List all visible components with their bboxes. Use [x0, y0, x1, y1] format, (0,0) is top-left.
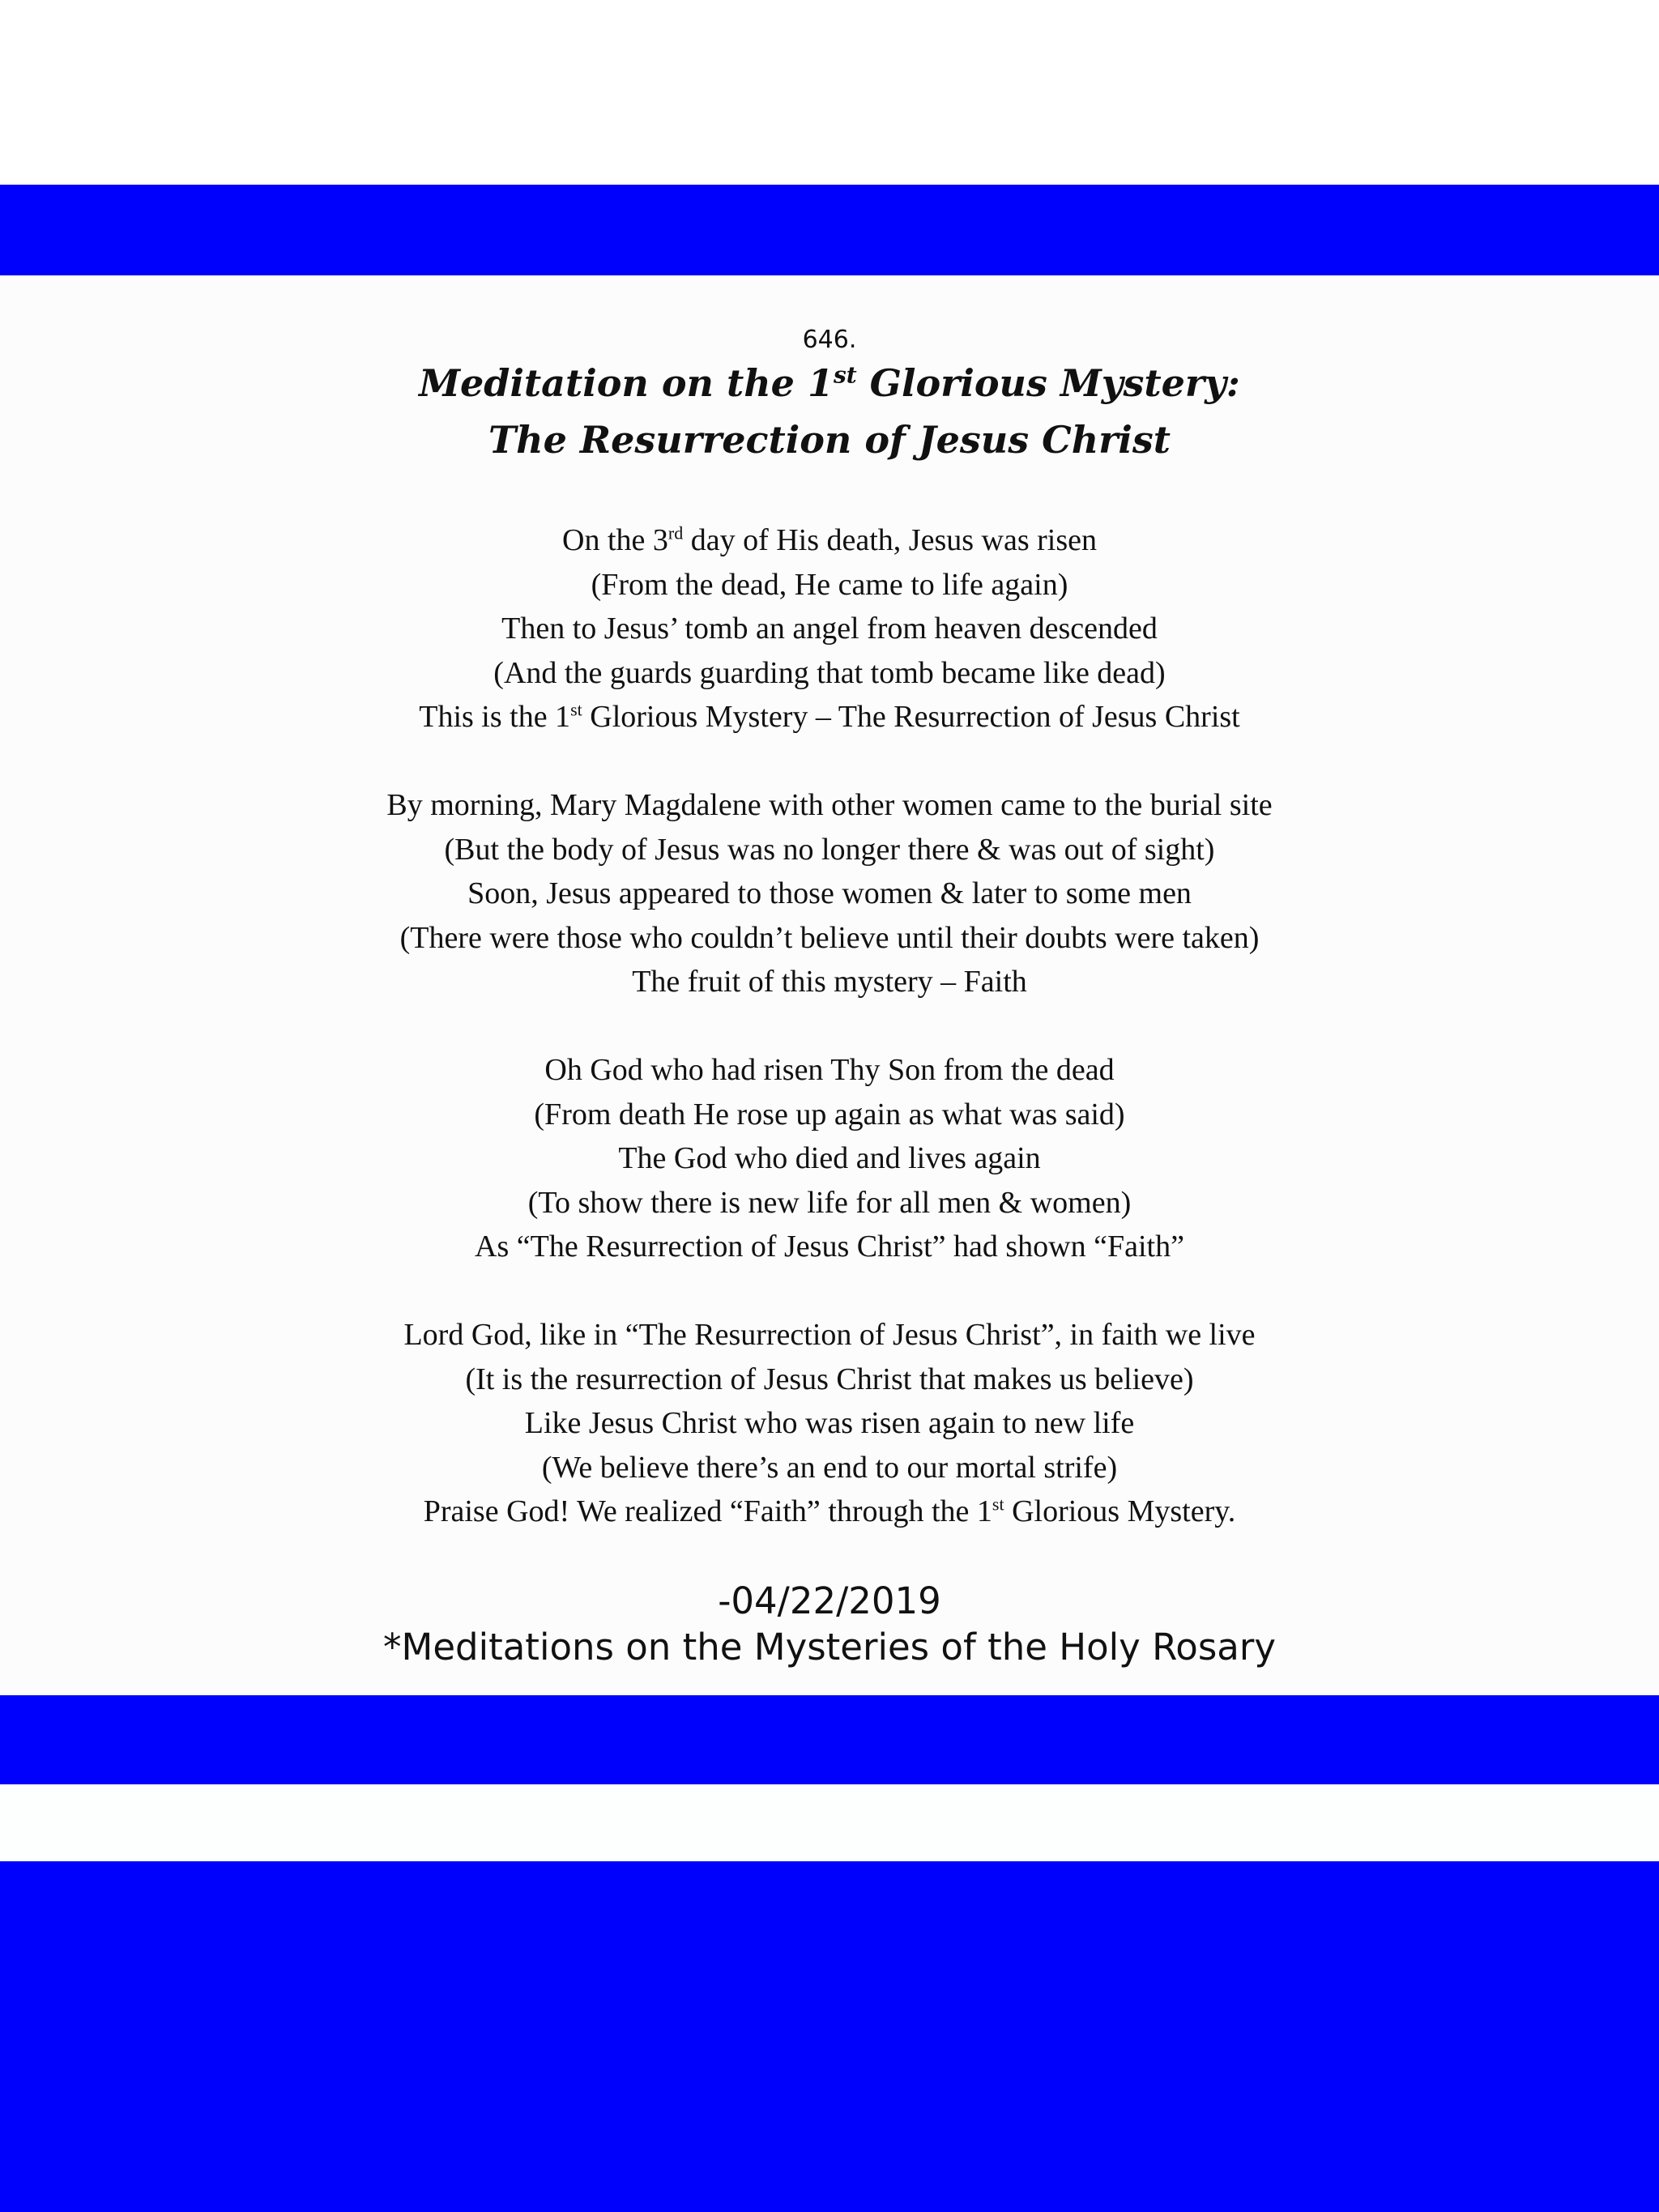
- poem-line: Lord God, like in “The Resurrection of Jesus Christ”, in faith we live: [403, 1318, 1256, 1352]
- poem-line: (From death He rose up again as what was said): [534, 1097, 1125, 1132]
- poem-line: As “The Resurrection of Jesus Christ” had shown “Faith”: [475, 1230, 1184, 1264]
- poem-line: The fruit of this mystery – Faith: [632, 965, 1027, 999]
- poem-line: (To show there is new life for all men & women): [527, 1185, 1132, 1220]
- poem-number: 646.: [802, 326, 857, 354]
- poem-line: This is the 1st Glorious Mystery – The Resurrection of Jesus Christ: [419, 699, 1240, 734]
- poem-line: (But the body of Jesus was no longer there & was out of sight): [444, 832, 1215, 867]
- white-band-lower: [0, 1784, 1659, 1861]
- stanza-1: [0, 518, 1659, 739]
- poem-line: (And the guards guarding that tomb became like dead): [493, 655, 1166, 690]
- poem-line: (It is the resurrection of Jesus Christ that makes us believe): [465, 1362, 1194, 1396]
- title-line-2: The Resurrection of Jesus Christ: [488, 418, 1171, 462]
- poem-line: On the 3rd day of His death, Jesus was risen: [562, 522, 1097, 557]
- poem-title: [0, 355, 1659, 468]
- blue-band-bottom: [0, 1861, 1659, 2212]
- poem-line: Oh God who had risen Thy Son from the dead: [544, 1053, 1115, 1087]
- poem-line: (From the dead, He came to life again): [591, 567, 1068, 602]
- poem-line: (There were those who couldn’t believe until their doubts were taken): [399, 920, 1260, 955]
- poem-line: Like Jesus Christ who was risen again to new life: [524, 1406, 1135, 1440]
- poem-line: Then to Jesus’ tomb an angel from heaven descended: [501, 612, 1158, 646]
- poem-page: [0, 275, 1659, 1670]
- poem-line: By morning, Mary Magdalene with other women came to the burial site: [386, 788, 1273, 822]
- poem-line: The God who died and lives again: [618, 1141, 1041, 1175]
- stanza-4: [0, 1313, 1659, 1534]
- title-line-1: Meditation on the 1st Glorious Mystery:: [419, 361, 1240, 405]
- top-margin: [0, 0, 1659, 185]
- poem-line: (We believe there’s an end to our mortal strife): [541, 1450, 1118, 1485]
- blue-band-middle: [0, 1695, 1659, 1784]
- poem-date: -04/22/2019: [718, 1579, 941, 1622]
- poem-body: [0, 518, 1659, 1534]
- stanza-2: [0, 783, 1659, 1004]
- collection-name: *Meditations on the Mysteries of the Holy Rosary: [383, 1626, 1276, 1669]
- poem-line: Soon, Jesus appeared to those women & later to some men: [467, 876, 1192, 910]
- stanza-3: [0, 1048, 1659, 1269]
- poem-footer: [0, 1578, 1659, 1670]
- poem-line: Praise God! We realized “Faith” through the 1st Glorious Mystery.: [423, 1494, 1236, 1528]
- blue-band-top: [0, 185, 1659, 275]
